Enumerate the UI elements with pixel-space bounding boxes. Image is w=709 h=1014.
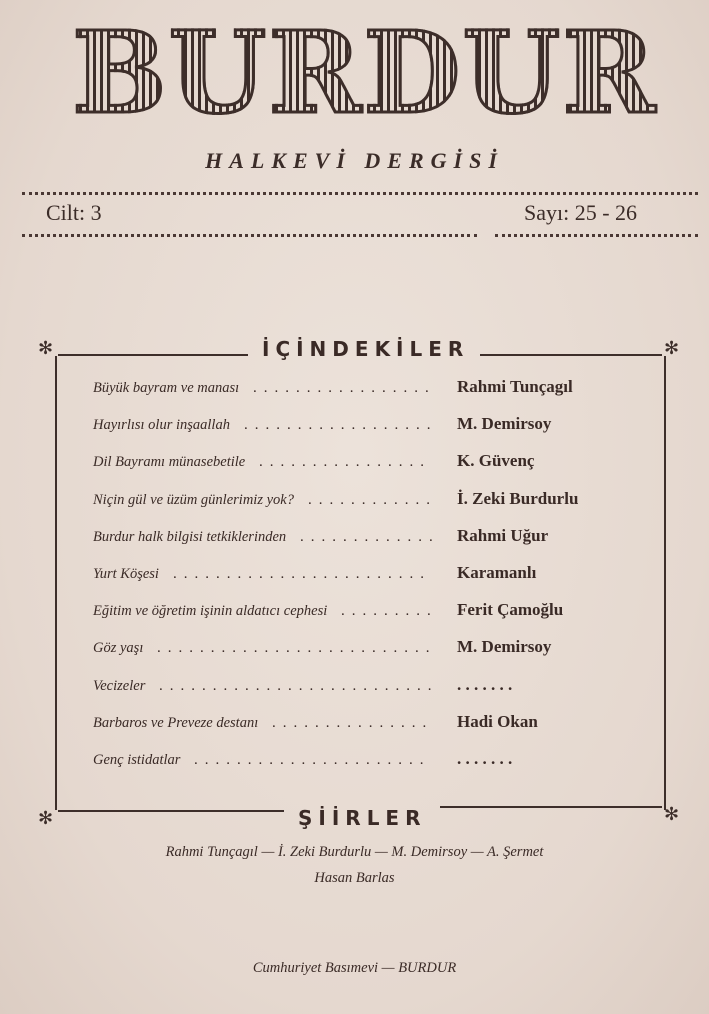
dot-leader: ................ — [259, 454, 431, 471]
dot-leader: ............... — [272, 714, 434, 731]
toc-title: Hayırlısı olur inşaallah — [93, 417, 230, 434]
poets-line: Rahmi Tunçagıl — İ. Zeki Burdurlu — M. Demirsoy — A. Şermet — [165, 844, 544, 860]
masthead — [72, 8, 658, 139]
contents-rule-left — [58, 354, 248, 356]
ornament-icon: ✻ — [664, 338, 680, 359]
toc-title: Niçin gül ve üzüm günlerimiz yok? — [93, 491, 294, 508]
toc-row — [93, 488, 613, 516]
toc-author: . . . . . . . — [457, 674, 513, 694]
dot-leader: .......................... — [157, 640, 437, 657]
toc-row — [93, 637, 613, 664]
toc-author: Ferit Çamoğlu — [457, 600, 564, 620]
masthead-title: BURDUR — [72, 8, 658, 139]
toc-row — [93, 525, 613, 553]
toc-row — [93, 674, 613, 702]
toc-title: Eğitim ve öğretim işinin aldatıcı cephesi — [93, 603, 328, 620]
printer-credit: Cumhuriyet Basımevi — BURDUR — [252, 960, 457, 976]
issue-number-label: Sayı: 25 - 26 — [524, 200, 638, 225]
toc-author: Rahmi Tunçagıl — [457, 377, 573, 396]
toc-author: İ. Zeki Burdurlu — [457, 488, 579, 508]
toc-author: M. Demirsoy — [457, 637, 552, 657]
toc-author: K. Güvenç — [457, 451, 535, 471]
contents-heading: İÇİNDEKİLER — [262, 337, 470, 361]
toc-title: Göz yaşı — [93, 640, 144, 657]
toc-row — [93, 600, 613, 627]
ornament-icon: ✻ — [38, 808, 54, 829]
dotted-rule-top — [22, 192, 698, 195]
toc-author: . . . . . . . — [457, 749, 513, 768]
dot-leader: .................. — [244, 417, 438, 434]
toc-title: Dil Bayramı münasebetile — [93, 454, 246, 471]
toc-author: Rahmi Uğur — [457, 525, 549, 545]
toc-author: Karamanlı — [457, 563, 537, 582]
poets-line: Hasan Barlas — [314, 870, 395, 886]
dot-leader: ......... — [341, 603, 438, 620]
poems-rule-left — [58, 810, 284, 812]
toc-title: Yurt Köşesi — [93, 566, 159, 582]
dot-leader: .......................... — [159, 677, 439, 694]
toc-row — [93, 711, 613, 739]
dotted-rule-bottom-right — [495, 234, 698, 237]
toc-title: Burdur halk bilgisi tetkiklerinden — [93, 528, 287, 545]
dot-leader: ............ — [308, 491, 437, 508]
toc-author: M. Demirsoy — [457, 414, 552, 434]
dot-leader: ...................... — [194, 752, 431, 768]
toc-row — [93, 377, 613, 404]
ornament-icon: ✻ — [664, 804, 680, 825]
ornament-icon: ✻ — [38, 338, 54, 359]
toc-row — [93, 563, 613, 590]
toc-row — [93, 451, 613, 478]
toc-title: Genç istidatlar — [93, 752, 181, 768]
poems-heading: ŞİİRLER — [298, 806, 427, 830]
toc-author: Hadi Okan — [457, 711, 538, 731]
dot-leader: ................. — [253, 380, 436, 396]
volume-label: Cilt: 3 — [46, 200, 102, 225]
contents-rule-right — [480, 354, 662, 356]
dot-leader: ............. — [300, 528, 440, 545]
toc-row — [93, 749, 613, 776]
toc-row — [93, 414, 613, 441]
dotted-rule-bottom-left — [22, 234, 477, 237]
toc-title: Büyük bayram ve manası — [93, 380, 240, 396]
toc-title: Barbaros ve Preveze destanı — [93, 714, 259, 731]
toc-title: Vecizeler — [93, 677, 146, 694]
masthead-subtitle: HALKEVİ DERGİSİ — [205, 148, 504, 173]
poems-rule-right — [440, 806, 662, 808]
dot-leader: ........................ — [173, 566, 431, 582]
